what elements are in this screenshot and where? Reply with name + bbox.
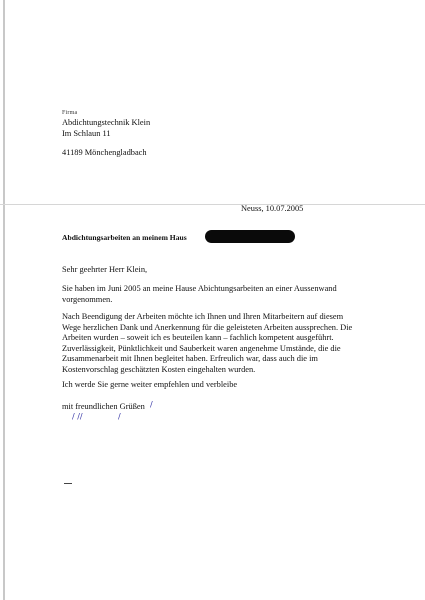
paragraph-2-line: Zusammenarbeit mit Ihnen begleitet haben. Erfreulich war, dass auch die im	[62, 354, 318, 363]
recipient-city: 41189 Mönchengladbach	[62, 148, 147, 157]
subject-line: Abdichtungsarbeiten an meinem Haus	[62, 233, 187, 242]
footer-dash	[64, 483, 72, 484]
firma-label: Firma	[62, 110, 78, 116]
fold-line	[0, 204, 425, 205]
paragraph-1-line: Sie haben im Juni 2005 an meine Hause Abichtungsarbeiten an einer Aussenwand	[62, 284, 337, 293]
paragraph-2-line: Zuverlässigkeit, Pünktlichkeit und Sauberkeit waren angenehme Umstände, die die	[62, 343, 341, 353]
paragraph-2-line: Nach Beendigung der Arbeiten möchte ich Ihnen und Ihren Mitarbeitern auf diesem	[62, 312, 344, 321]
greeting-text: Sehr geehrter Herr Klein,	[62, 265, 148, 274]
signature-mark: / //	[72, 412, 83, 421]
signature-mark: /	[118, 412, 121, 421]
paragraph-2-line: Arbeiten wurden – soweit ich es beuteilen kann – fachlich kompetent ausgeführt.	[62, 333, 334, 342]
paragraph-3	[62, 380, 367, 391]
place-date: Neuss, 10.07.2005	[241, 204, 304, 213]
signature-mark: /	[150, 400, 153, 409]
redaction-bar	[205, 230, 295, 243]
paragraph-2-line: Kostenvorschlag geschätzten Kosten eingehalten wurden.	[62, 364, 256, 374]
closing-text: mit freundlichen Grüßen	[62, 402, 145, 411]
scan-edge	[3, 0, 5, 600]
closing	[62, 402, 367, 413]
paragraph-1	[62, 284, 367, 305]
recipient-street: Im Schlaun 11	[62, 129, 111, 138]
paragraph-2-line: Wege herzlichen Dank und Anerkennung für die geleisteten Arbeiten aussprechen. Die	[62, 322, 353, 332]
recipient-company: Abdichtungstechnik Klein	[62, 118, 151, 127]
paragraph-3-text: Ich werde Sie gerne weiter empfehlen und verbleibe	[62, 380, 238, 389]
paragraph-1-line: vorgenommen.	[62, 294, 113, 304]
paragraph-2	[62, 312, 367, 375]
greeting	[62, 265, 367, 276]
